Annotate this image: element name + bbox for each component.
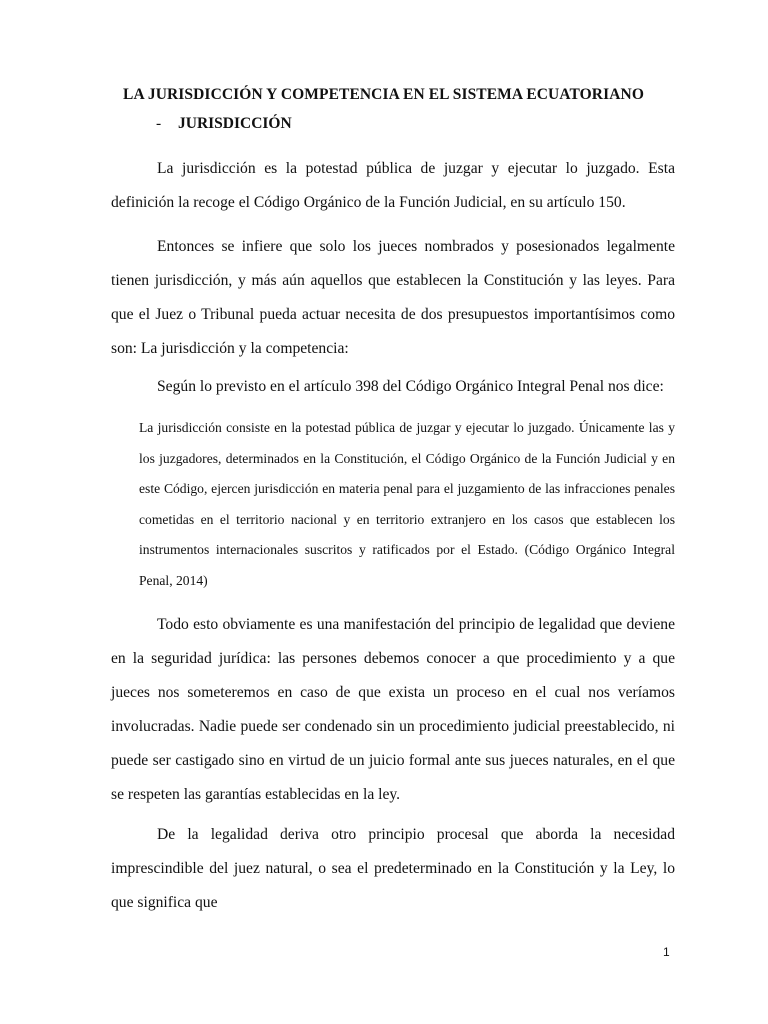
section-heading — [156, 115, 292, 133]
paragraph-legality: Todo esto obviamente es una manifestación del principio de legalidad que deviene en la seguridad jurídica: las persones debemos conocer a que procedimiento y a que jueces nos someteremos en caso de que exista un proceso en el cual nos veríamos involucradas. Nadie puede ser condenado sin un procedimiento judicial preestablecido, ni puede ser castigado sino en virtud de un juicio formal ante sus jueces naturales, en el que se respeten las garantías establecidas en la ley. — [111, 616, 675, 803]
paragraph-natural-judge: De la legalidad deriva otro principio procesal que aborda la necesidad imprescindible del juez natural, o sea el predeterminado en la Constitución y la Ley, lo que significa que — [111, 826, 675, 911]
section-heading-dash: - — [156, 115, 162, 132]
paragraph-article-intro: Según lo previsto en el artículo 398 del Código Orgánico Integral Penal nos dice: — [157, 378, 664, 395]
section-heading-label: JURISDICCIÓN — [178, 115, 292, 132]
page-number: 1 — [663, 945, 670, 959]
paragraph-inference: Entonces se infiere que solo los jueces nombrados y posesionados legalmente tienen jurisdicción, y más aún aquellos que establecen la Constitución y las leyes. Para que el Juez o Tribunal pueda actuar necesita de dos presupuestos importantísimos como son: La jurisdicción y la competencia: — [111, 238, 675, 357]
document-title: LA JURISDICCIÓN Y COMPETENCIA EN EL SISTEMA ECUATORIANO — [123, 86, 644, 103]
block-quote: La jurisdicción consiste en la potestad pública de juzgar y ejecutar lo juzgado. Únicamente las y los juzgadores, determinados en la Constitución, el Código Orgánico de la Función Judicial y en este Código, ejercen jurisdicción en materia penal para el juzgamiento de las infracciones penales cometidas en el territorio nacional y en territorio extranjero en los casos que establecen los instrumentos internacionales suscritos y ratificados por el Estado. (Código Orgánico Integral Penal, 2014) — [139, 420, 675, 588]
paragraph-definition: La jurisdicción es la potestad pública de juzgar y ejecutar lo juzgado. Esta definición la recoge el Código Orgánico de la Función Judicial, en su artículo 150. — [111, 160, 675, 211]
